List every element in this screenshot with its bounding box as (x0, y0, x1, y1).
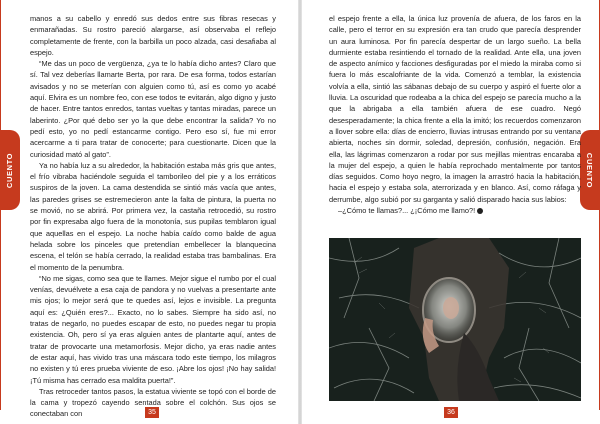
dialogue-line (329, 205, 581, 216)
page-number: 36 (444, 407, 458, 418)
left-page-body (30, 13, 276, 420)
paragraph: Ya no había luz a su alrededor, la habitación estaba más gris que antes, el frío vibraba haciéndole seguida el tamborileo del pie y a los erráticos suspiros de la joven. La cama destendida se sintió más vacía que antes, las paredes grises se estremecieron ante la falta de pintura, la puerta no se movió, no se abrirá. Por primera vez, la castaña retrocedió, su rostro por fin expresaba algo fuera de la monotonía, sus pupilas temblaron igual que aquellas en el espejo. La noche había caído como balde de agua helada sobre los pinceles que pretendían embellecer la blanquecina escena, el telón se había cerrado, la realidad estaba tras bambalinas. Era el momento de la penumbra. (30, 160, 276, 272)
photo-woman-with-mirror-in-pine-branches (329, 238, 581, 401)
right-page-body (329, 13, 581, 216)
left-page (0, 0, 298, 424)
paragraph: “No me sigas, como sea que te llames. Mejor sigue el rumbo por el cual venías, devuélvete a esa caja de pandora y no vuelvas a presentarte ante mis ojos; lo mejor será que te quedes así, lejos e invisible. La pregunta aquí es: ¿Quién eres?... Exacto, no lo sabes. Siempre ha sido así, no tratas de negarlo, no puedes escapar de esto, no puedes negar tu propia existencia. Oh, pero sí ya eras alguien antes de plantarte aquí, antes de tratar de provocarte una metamorfosis. Mejor dicho, ya eras nadie antes de estar aquí, has vivido tras una máscara todo este tiempo, los milagros no existen y tú eres prueba viviente de eso. ¡Abre los ojos! ¡No hay salida! ¡Tú misma has cerrado esa maldita puerta!”. (30, 273, 276, 385)
left-edge-line (0, 0, 1, 130)
end-mark-icon (477, 208, 483, 214)
story-photo (329, 238, 581, 401)
left-edge-line-lower (0, 210, 1, 410)
right-page (302, 0, 600, 424)
section-tab-right (580, 130, 600, 210)
paragraph: el espejo frente a ella, la única luz provenía de afuera, de los faros en la calle, pero el terror en su expresión era tan crudo que parecía desprender un aura luminosa. Por fin parecía despertar de un largo sueño. La bella durmiente estaba resintiendo el tornado de la realidad. Ante ella, una joven de aspecto anímico y facciones desfiguradas por el miedo la miraba como si fuera lo más escalofriante de la vida. Comenzó a temblar, la existencia volvía a ella, sintió las sábanas debajo de su cuerpo y aspiró el fuerte olor a lluvia. La oscuridad que rodeaba a la chica del espejo se parecía mucho a la que la abrigaba a ella también afuera de ese cuadro. Negó desesperadamente; la chica frente a ella la imitó; los recuerdos comenzaron a llover sobre ella: días de encierro, lluvias intrusas entrando por su ventana abierta, noches sin dormir, soledad, depresión, confusión, negación. Era ella, las lágrimas comenzaron a rodar por sus mejillas mientras encaraba a la mujer del espejo, a quien le había reprochado mentalmente por tantos días seguidos. Como hoyo negro, la imagen la arrastró hacia la habitación, hacia el espejo y estaba sola, aterrorizada y en blanco. Así, como ráfaga y derrumbe, algo subió por su garganta y salió disparado hacia sus labios: (329, 14, 581, 204)
section-tab-left (0, 130, 20, 210)
dialogue-text: –¿Cómo te llamas?... ¿¡Cómo me llamo?! (338, 206, 476, 216)
page-number: 35 (145, 407, 159, 418)
paragraph: Tras retroceder tantos pasos, la estatua viviente se topó con el borde de la cama y tropezó cayendo sentada sobre el colchón. Sus ojos se conectaban con (30, 386, 276, 419)
paragraph: “Me das un poco de vergüenza, ¿ya te lo había dicho antes? Claro que sí. Tal vez deberías llamarte Berta, por rara. De esa forma, todos estarían avisados y no se meterían con alguien como tú, así es como yo acabé aquí. Elvira es un nombre feo, con ese todos te evitarán, algo digno y justo de hacer. Entre tantos enredos, tantas vueltas y tantas miradas, parece un laberinto. ¿Por qué debo ser yo la que debe encontrar la salida? Yo no pedí esto, yo no pedí estancarme contigo. Pero eso sí, fue mi error acercarme a ti para tratar de conocerte; para cuestionarte. Dicen que la curiosidad mató al gato”. (30, 59, 276, 159)
section-tab-label: CUENTO (585, 152, 595, 188)
section-tab-label: CUENTO (5, 152, 15, 188)
paragraph: manos a su cabello y enredó sus dedos entre sus fibras resecas y enmarañadas. Su rostro pareció alargarse, así observaba el reflejo completamente de frente, con la barbilla un poco alzada, casi desafiaba al espejo. (30, 14, 276, 57)
